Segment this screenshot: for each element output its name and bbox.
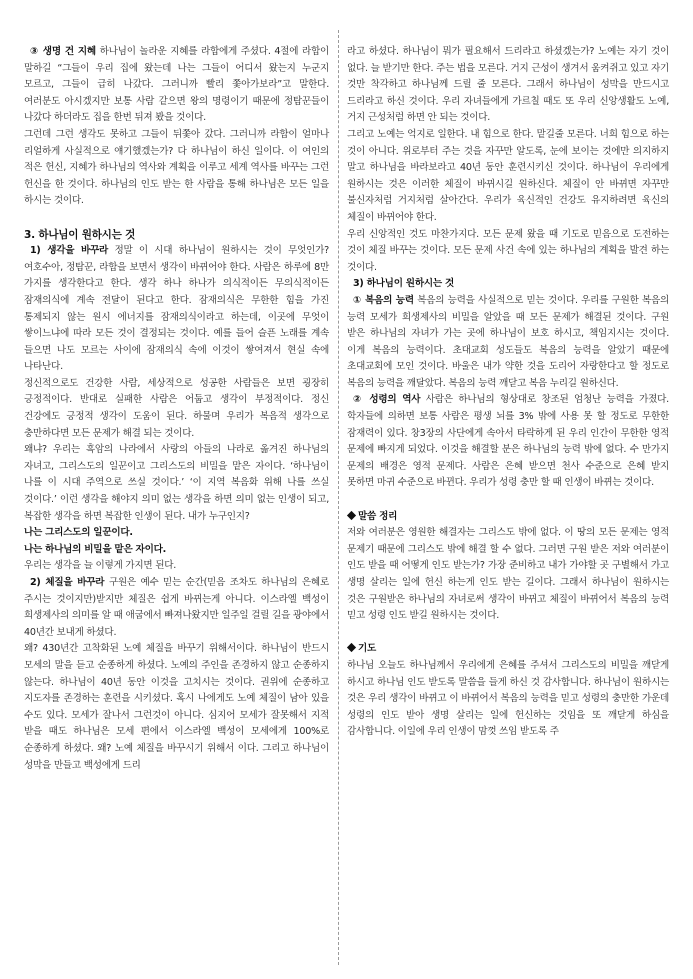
- point-heading: ③ 생명 건 지혜: [30, 46, 96, 57]
- column-divider: [338, 30, 339, 965]
- point-heading: ② 성령의 역사: [353, 394, 421, 406]
- prayer-heading: 기도: [347, 641, 669, 658]
- paragraph: ③ 생명 건 지혜 하나님이 놀라운 지혜를 라합에게 주셨다. 4절에 라합이 말하길 “그들이 우리 집에 왔는데 나는 그들이 어디서 왔는지 누군지 모르고, 그들이 급히 나갔다. 그러니까 빨리 쫓아가보라”고 말한다. 여러분도 아시겠지만 보통 사람 같으면 왕의 명령이기 때문에 정탐꾼들이 나갔다 하더라도 집을 한번 뒤져 봤을 것이다.: [24, 46, 329, 124]
- right-column: [347, 44, 669, 741]
- point-heading: ① 복음의 능력: [353, 294, 414, 306]
- paragraph: 정신적으로도 건강한 사람, 세상적으로 성공한 사람들은 보면 굉장히 긍정적이다. 반대로 실패한 사람은 어둡고 생각이 부정적이다. 정신 건강에도 긍정적 생각이 도움이 된다. 하물며 우리가 복음적 생각으로 충만하다면 모든 문제가 해결 되는 것이다.: [24, 377, 329, 439]
- diamond-bullet-icon: [347, 643, 356, 652]
- paragraph: 하나님 오늘도 하나님께서 우리에게 은혜를 주셔서 그리스도의 비밀을 깨닫게 하시고 하나님 인도 받도록 말씀을 들게 하신 것 감사합니다. 하나님이 원하시는 것은 우리 생각이 바뀌고 이 바뀌어서 복음의 능력을 믿고 성령의 충만한 가운데 성령의 인도 받아 생명 살리는 일에 헌신하는 것임을 또 깨닫게 하심을 감사합니다. 이일에 우리 인생이 맘껏 쓰임 받도록 주: [347, 659, 669, 738]
- emphasis-line: 나는 그리스도의 일꾼이다.: [24, 527, 133, 539]
- paragraph: 우리 신앙적인 것도 마찬가지다. 모든 문제 왔을 때 기도로 믿음으로 도전하는 것이 체질 바꾸는 것이다. 모든 문제 사건 속에 있는 하나님의 계획을 발견 하는 것이다.: [347, 228, 669, 273]
- subsection-heading: 3) 하나님이 원하시는 것: [353, 278, 454, 290]
- summary-heading: 말씀 정리: [347, 509, 669, 526]
- paragraph: 저와 여러분은 영원한 해결자는 그리스도 밖에 없다. 이 땅의 모든 문제는 영적 문제기 때문에 그리스도 밖에 해결 할 수 없다. 그러면 구원 받은 저와 여러분이 인도 받을 때 어떻게 인도 받는가? 가장 준비하고 내가 가야할 곳 구별해서 가고 생명 살리는 일에 헌신 하는게 인도 받는 길이다. 그래서 하나님이 원하시는 것은 구원받은 하나님의 자녀로써 생각이 바뀌고 체질이 바뀌어서 복음의 능력 믿고 성령 인도 받길 원하시는 것이다.: [347, 527, 669, 622]
- paragraph: 1) 생각을 바꾸라 정말 이 시대 하나님이 원하시는 것이 무엇인가? 여호수아, 정탐꾼, 라합을 보면서 생각이 바뀌어야 한다. 사람은 하루에 8만 가지를 생각한다고 한다. 생각 하나 하나가 의식적이든 무의식적이든 잠재의식에 계속 전달이 된다고 한다. 잠재의식은 무한한 힘을 가진 통제되지 않는 원시 에너지를 잠재의식이라고 하는데, 이곳에 무엇이 쌓이느냐에 따라 모든 것이 결정되는 것이다. 예를 들어 슬픈 노래를 계속 들으면 나도 모르는 사이에 잠재의식 속에 이것이 쌓여져서 현실 속에 나타난다.: [24, 245, 329, 373]
- diamond-bullet-icon: [347, 511, 356, 520]
- paragraph: 라고 하셨다. 하나님이 뭐가 필요해서 드리라고 하셨겠는가? 노예는 자기 것이 없다. 늘 받기만 한다. 주는 법을 모른다. 거지 근성이 생겨서 움켜쥐고 있고 자기 것만 착각하고 하나님께 드릴 줄 모른다. 그래서 하나님이 성막을 만드시고 드리라고 하신 것이다. 우리 자녀들에게 가르칠 때도 또 우리 신앙생활도 노예, 거지 근성처럼 하면 안 되는 것이다.: [347, 46, 669, 124]
- paragraph: 왜? 430년간 고착화된 노예 체질을 바꾸기 위해서이다. 하나님이 반드시 모세의 말을 듣고 순종하게 하셨다. 노예의 주인을 존경하지 않고 순종하지 않는다. 하나님이 40년 동안 이것을 고치시는 것이다. 권위에 순종하고 지도자를 존경하는 훈련을 시키셨다. 혹시 나에게도 노예 체질이 남아 있을 수도 있다. 모세가 잘나서 그런것이 아니다. 심지어 모세가 잘못해서 지적 받을 때도 하나님은 모세 편에서 이스라엘 백성이 모세에게 100%로 순종하게 하셨다. 왜? 노예 체질을 바꾸시기 위해서 이다. 그리고 하나님이 성막을 만들고 백성에게 드리: [24, 643, 329, 771]
- paragraph: ① 복음의 능력 복음의 능력을 사실적으로 믿는 것이다. 우리를 구원한 복음의 능력 모세가 희생제사의 비밀을 알았을 때 모든 문제가 해결된 것이다. 구원 받은 하나님의 자녀가 가는 곳에 하나님이 보호 하시고, 책임지시는 것이다. 이게 복음의 능력이다. 초대교회 성도들도 복음의 능력을 알았기 때문에 초대교회에 모인 것이다. 바울은 내가 약한 것을 도리어 자랑한다고 할 정도로 복음의 능력을 깨달았다. 복음의 능력 깨닫고 복음 누리길 원하신다.: [347, 294, 670, 389]
- paragraph: 2) 체질을 바꾸라 구원은 예수 믿는 순간(믿음 조차도 하나님의 은혜로 주시는 것이지만)받지만 체질은 쉽게 바뀌는게 아니다. 이스라엘 백성이 희생제사의 의미를 알 때 애굽에서 빠져나왔지만 일주일 걸릴 길을 광야에서 40년간 보내게 하셨다.: [24, 577, 329, 638]
- section-heading: 3. 하나님이 원하시는 것: [24, 228, 136, 241]
- left-column: [24, 44, 329, 774]
- paragraph: 왜냐? 우리는 흑암의 나라에서 사랑의 아들의 나라로 옮겨진 하나님의 자녀고, 그리스도의 일꾼이고 그리스도의 비밀을 맡은 자이다. ‘하나님이 나를 이 시대 주역으로 쓰실 것이다.’ ‘이 지역 복음화 위해 나를 쓰실 것이다.’ 이런 생각을 해야지 의미 없는 생각을 하면 의미 없는 인생이 되고, 복잡한 생각을 하면 복잡한 인생이 된다. 내가 누구인지?: [24, 444, 329, 522]
- subsection-heading: 2) 체질을 바꾸라: [30, 577, 105, 588]
- paragraph: 우리는 생각을 늘 이렇게 가지면 된다.: [24, 560, 177, 572]
- paragraph: ② 성령의 역사 사람은 하나님의 형상대로 창조된 엄청난 능력을 가졌다. 학자들에 의하면 보통 사람은 평생 뇌를 3% 밖에 사용 못 할 정도로 무한한 잠재력이 있다. 창3장의 사단에게 속아서 타락하게 된 우리 인간이 무한한 영적 문제에 빠지게 되었다. 이것을 해결할 분은 하나님의 능력 밖에 없다. 수 만가지 문제의 배경은 영적 문제다. 사람은 은혜 받으면 천사 수준으로 은혜 받지 못하면 마귀 수준으로 바뀐다. 우리가 성령 충만 할 때 인생이 바뀌는 것이다.: [347, 394, 669, 489]
- paragraph: 그런데 그런 생각도 못하고 그들이 뒤쫓아 갔다. 그러니까 라합이 얼마나 리얼하게 사실적으로 얘기했겠는가? 다 하나님이 하신 일이다. 이 여인의 적은 헌신, 지혜가 하나님의 역사와 계획을 이루고 세계 역사를 바꾸는 그런 헌신을 한 것이다. 하나님의 인도 받는 한 사람을 통해 하나님은 모든 일을 하시는 것이다.: [24, 128, 329, 207]
- emphasis-line: 나는 하나님의 비밀을 맡은 자이다.: [24, 543, 166, 555]
- paragraph: 그리고 노예는 억지로 일한다. 내 힘으로 한다. 맡길줄 모른다. 너희 힘으로 하는 것이 아니다. 위로부터 주는 것을 자꾸만 알도록, 눈에 보이는 것에만 의지하지 말고 하나님을 바라보라고 40년 동안 훈련시키신 것이다. 하나님이 우리에게 원하시는 것은 이러한 체질이 바뀌시길 원하신다. 체질이 안 바뀌면 자꾸만 불신자처럼 거지처럼 살아간다. 우리가 육신적인 건강도 유지하려면 육신의 체질이 바뀌어야 한다.: [347, 128, 669, 223]
- subsection-heading: 1) 생각을 바꾸라: [30, 245, 109, 257]
